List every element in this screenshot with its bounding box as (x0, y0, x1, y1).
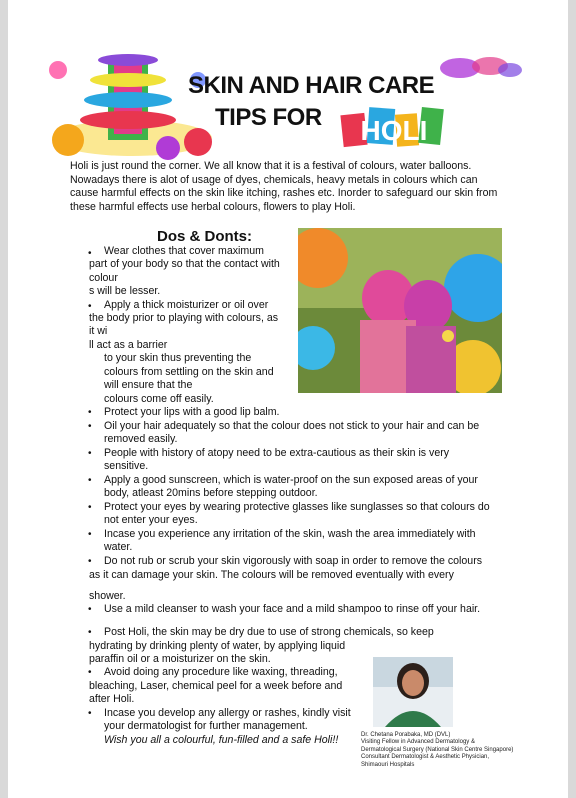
list-item-text: bleaching, Laser, chemical peel for a week before and (89, 680, 343, 692)
list-item-text: Post Holi, the skin may be dry due to use of strong chemicals, so keep (104, 626, 434, 638)
bullet-icon: • (88, 475, 92, 486)
bullet-icon: • (88, 708, 92, 719)
author-credit (361, 732, 513, 769)
list-item-text: Protect your lips with a good lip balm. (104, 406, 280, 418)
list-item-text: to your skin thus preventing the (104, 352, 252, 364)
bullet-icon: • (88, 502, 92, 513)
list-item-text: after Holi. (89, 693, 135, 705)
list-item-text: colours come off easily. (104, 393, 214, 405)
list-item-text: shower. (89, 590, 126, 602)
author-credential: Consultant Dermatologist & Aesthetic Physician, (361, 754, 490, 761)
list-item-text: it wi (89, 325, 108, 337)
svg-text:HOLI: HOLI (360, 115, 428, 146)
list-item-text: Apply a thick moisturizer or oil over (104, 299, 269, 311)
list-item-text: s will be lesser. (89, 285, 161, 297)
author-credential: Shimaouri Hospitals (361, 761, 415, 768)
list-item-text: colour (89, 272, 118, 284)
children-playing-holi-photo (298, 228, 502, 393)
bullet-icon: • (88, 248, 92, 259)
author-name: Dr. Chetana Porabaka, MD (DVL) (361, 732, 451, 738)
page-title-line2: TIPS FOR (215, 104, 322, 131)
page-title-line1: SKIN AND HAIR CARE (188, 72, 435, 99)
list-item-text: Incase you experience any irritation of the skin, wash the area immediately with (104, 528, 476, 540)
intro-paragraph: Holi is just round the corner. We all know that it is a festival of colours, water balloons. Nowadays there is alot of usage of dyes, chemicals, heavy metals in colours which can cause harmful effects on the skin like itching, rashes etc. Inorder to safeguard our skin from these harmful effects use herbal colours, flowers to play Holi. (70, 160, 498, 213)
author-credential: Dermatological Surgery (National Skin Centre Singapore) (361, 746, 514, 753)
list-item-text: removed easily. (104, 433, 178, 445)
holi-logo (338, 100, 450, 160)
list-item-text: part of your body so that the contact with (89, 258, 280, 270)
list-item-text: Do not rub or scrub your skin vigorously with soap in order to remove the colours (104, 555, 483, 567)
bullet-icon: • (88, 407, 92, 418)
list-item-text: Incase you develop any allergy or rashes, kindly visit (104, 707, 351, 719)
bullet-icon: • (88, 667, 92, 678)
list-item-text: Use a mild cleanser to wash your face and a mild shampoo to rinse off your hair. (104, 603, 481, 615)
list-item-text: Protect your eyes by wearing protective glasses like sunglasses so that colours do (104, 501, 490, 513)
bullet-icon: • (88, 604, 92, 615)
section-title: Dos & Donts: (157, 228, 252, 245)
list-item-text: Apply a good sunscreen, which is water-proof on the sun exposed areas of your (104, 474, 478, 486)
list-item-text: will ensure that the (104, 379, 193, 391)
colour-splash-graphic (438, 52, 524, 84)
bullet-icon: • (88, 448, 92, 459)
list-item-text: paraffin oil or a moisturizer on the skin. (89, 653, 271, 665)
author-credential: Visiting Fellow in Advanced Dermatology & (361, 739, 475, 746)
list-item-text: Wear clothes that cover maximum (104, 245, 264, 257)
bullet-icon: • (88, 627, 92, 638)
list-item-text: sensitive. (104, 460, 149, 472)
holi-colours-illustration (48, 50, 216, 160)
bullet-icon: • (88, 301, 92, 312)
list-item-text: body, atleast 20mins before stepping outdoor. (104, 487, 318, 499)
list-item-text: not enter your eyes. (104, 514, 198, 526)
list-item-text: your dermatologist for further management. (104, 720, 308, 732)
bullet-icon: • (88, 556, 92, 567)
list-item-text: Avoid doing any procedure like waxing, threading, (104, 666, 338, 678)
list-item-text: water. (104, 541, 133, 553)
list-item-text: Oil your hair adequately so that the colour does not stick to your hair and can be (104, 420, 480, 432)
list-item-text: as it can damage your skin. The colours will be removed eventually with every (89, 569, 454, 581)
bullet-icon: • (88, 421, 92, 432)
doctor-portrait-photo (373, 657, 453, 727)
list-item-text: People with history of atopy need to be extra-cautious as their skin is very (104, 447, 450, 459)
closing-wish: Wish you all a colourful, fun-filled and a safe Holi!! (104, 734, 339, 746)
list-item-text: hydrating by drinking plenty of water, by applying liquid (89, 640, 346, 652)
bullet-icon: • (88, 529, 92, 540)
list-item-text: ll act as a barrier (89, 339, 168, 351)
list-item-text: colours from settling on the skin and (104, 366, 274, 378)
list-item-text: the body prior to playing with colours, as (89, 312, 279, 324)
